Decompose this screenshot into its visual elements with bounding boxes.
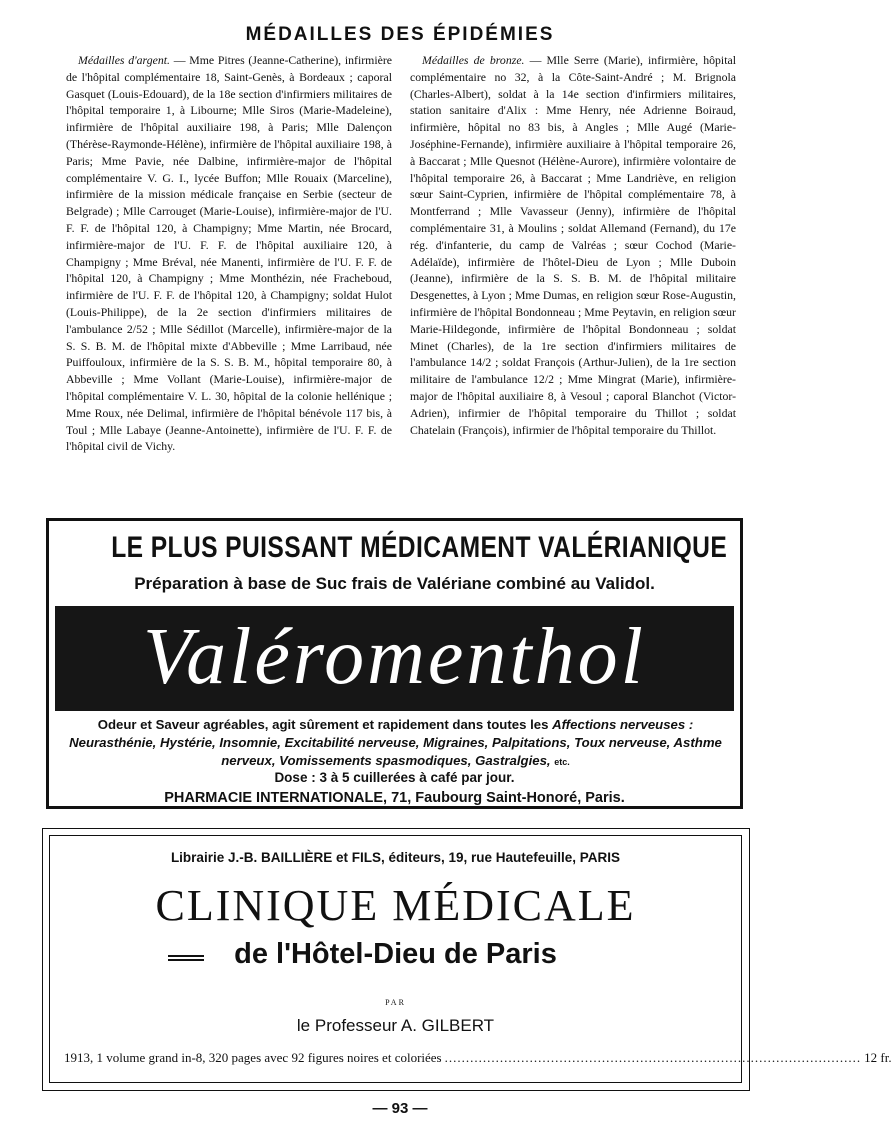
silver-medals-paragraph bbox=[66, 52, 392, 455]
ad-publisher: Librairie J.-B. BAILLIÈRE et FILS, éditeurs, 19, rue Hautefeuille, PARIS bbox=[170, 850, 621, 865]
ad-desc-etc: etc. bbox=[554, 757, 570, 767]
ad-dose: Dose : 3 à 5 cuillerées à café par jour. bbox=[274, 770, 515, 785]
ad-subheadline: Préparation à base de Suc frais de Valériane combiné au Validol. bbox=[134, 574, 655, 593]
silver-medals-lead: Médailles d'argent. bbox=[78, 53, 170, 67]
bronze-medals-lead: Médailles de bronze. bbox=[422, 53, 525, 67]
book-details-line bbox=[64, 1050, 892, 1066]
ad-description bbox=[63, 716, 728, 771]
ad-desc-affections: Affections nerveuses : bbox=[552, 717, 694, 732]
page-number: — 93 — bbox=[372, 1100, 428, 1117]
ad-inner-frame bbox=[49, 835, 892, 1083]
valeromenthol-advertisement bbox=[46, 518, 743, 809]
book-subtitle: de l'Hôtel-Dieu de Paris bbox=[234, 938, 557, 970]
book-title: CLINIQUE MÉDICALE bbox=[155, 881, 636, 930]
section-heading: MÉDAILLES DES ÉPIDÉMIES bbox=[245, 24, 555, 45]
bronze-medals-paragraph bbox=[410, 52, 736, 438]
book-subtitle-row bbox=[50, 938, 741, 978]
ad-desc-intro: Odeur et Saveur agréables, agit sûrement et rapidement dans toutes les bbox=[97, 717, 553, 732]
clinique-medicale-advertisement bbox=[42, 828, 892, 1091]
book-par: PAR bbox=[385, 998, 406, 1007]
ad-pharmacy: PHARMACIE INTERNATIONALE, 71, Faubourg Saint-Honoré, Paris. bbox=[164, 790, 625, 806]
ad-headline: LE PLUS PUISSANT MÉDICAMENT VALÉRIANIQUE bbox=[111, 531, 728, 564]
silver-medals-text: — Mme Pitres (Jeanne-Catherine), infirmière de l'hôpital complémentaire 18, Saint-Genès, à Bordeaux ; caporal Gasquet (Louis-Edouard), de la 18e section d'infirmiers militaires de l'hôpital temporaire 1, à Libourne; Mlle Siros (Marie-Madeleine), infirmière de l'hôpital auxiliaire 198, à Paris; Mlle Dalençon (Thérèse-Raymonde-Hélène), infirmière de l'hôpital auxiliaire 198, à Paris; Mme Pavie, née Dalbine, infirmière-major de l'hôpital complémentaire V. G. I., lycée Buffon; Mlle Rouaix (Marceline), infirmière de la mission médicale française en Serbie (secteur de Belgrade) ; Mlle Carrouget (Marie-Louise), infirmière-major de l'U. F. F. de l'hôpital 120, à Champigny; Mme Martin, née Brocard, infirmière-major de l'U. F. F. de l'hôpital auxiliaire 120, à Champigny ; Mme Bréval, née Manenti, infirmière de l'U. F. F. de l'hôpital 120, à Champigny ; Mme Monthézin, née Fracheboud, infirmière de l'U. F. F. de l'hôpital 120, à Champigny; soldat Hulot (Louis-Philippe), de la 2e section d'infirmiers militaires de l'ambulance 2/52 ; Mlle Sédillot (Marcelle), infirmière-major de la S. S. B. M. de l'hôpital mixte d'Abbeville ; Mme Larribaud, née Puiffouloux, infirmière de la S. S. B. M., hôpital temporaire 80, à Abbeville ; Mme Vollant (Marie-Louise), infirmière-major de l'hôpital complémentaire V. L. 30, hôpital de la colonie hellénique ; Mme Roux, née Delimal, infirmière de l'hôpital bénévole 117 bis, à Toul ; Mlle Labaye (Jeanne-Antoinette), infirmière de l'U. F. F. de l'hôpital civil de Vichy. bbox=[66, 53, 393, 454]
ad-desc-list: Neurasthénie, Hystérie, Insomnie, Excitabilité nerveuse, Migraines, Palpitations, Toux nerveuse, Asthme nerveux, Vomissements spasmodiques, Gastralgies, bbox=[69, 735, 722, 768]
dot-leader: .................................................................................................. bbox=[444, 1050, 862, 1065]
book-details: 1913, 1 volume grand in-8, 320 pages avec 92 figures noires et coloriées bbox=[64, 1050, 442, 1065]
right-column-bronze-medals bbox=[410, 52, 736, 438]
book-author: le Professeur A. GILBERT bbox=[296, 1016, 495, 1035]
bronze-medals-text: — Mlle Serre (Marie), infirmière, hôpital complémentaire no 32, à la Côte-Saint-André ; M. Brignola (Charles-Albert), soldat à la 14e section d'infirmiers militaires, station sanitaire d'Alix : Mme Henry, née Adrienne Boiraud, infirmière, hôpital no 83 bis, à Angles ; Mlle Augé (Marie-Joséphine-Fernande), infirmière auxiliaire à l'hôpital temporaire 26, à Baccarat ; Mlle Quesnot (Hélène-Aurore), infirmière volontaire de l'hôpital temporaire 26, à Baccarat ; Mme Landrièvе, en religion sœur Saint-Cyprien, infirmière de l'hôpital complémentaire 78, à Montferrand ; Mlle Vavasseur (Jenny), infirmière de l'hôpital complémentaire 31, à Moulins ; soldat Allemand (Fernand), du 17e rég. d'infanterie, du camp de Valréas ; sœur Cochod (Marie-Adélaïde), infirmière de l'hôtel-Dieu de Lyon ; Mlle Duboin (Jeanne), infirmière de la S. S. B. M. de l'hôpital militaire Desgenettes, à Lyon ; Mme Dumas, en religion sœur Rose-Augustin, infirmière de l'hôpital Bondonneau ; Mme Peytavin, en religion sœur Marie-Hildegonde, infirmière de l'hôpital Bondonneau ; soldat Minet (Charles), de la 1re section d'infirmiers militaires de l'ambulance 14/2 ; soldat François (Arthur-Julien), de la 1re section militaire de l'ambulance 12/2 ; Mme Mingrat (Marie), infirmière-major de l'hôpital auxiliaire 8, à Vesoul ; caporal Blanchot (Victor-Adrien), infirmier de l'hôpital temporaire du Thillot ; soldat Chatelain (François), infirmier de l'hôpital temporaire du Thillot. bbox=[410, 53, 737, 437]
left-column-silver-medals bbox=[66, 52, 392, 455]
book-price: 12 fr. bbox=[864, 1050, 892, 1065]
brand-name: Valéromenthol bbox=[143, 613, 646, 701]
brand-banner bbox=[55, 606, 734, 711]
